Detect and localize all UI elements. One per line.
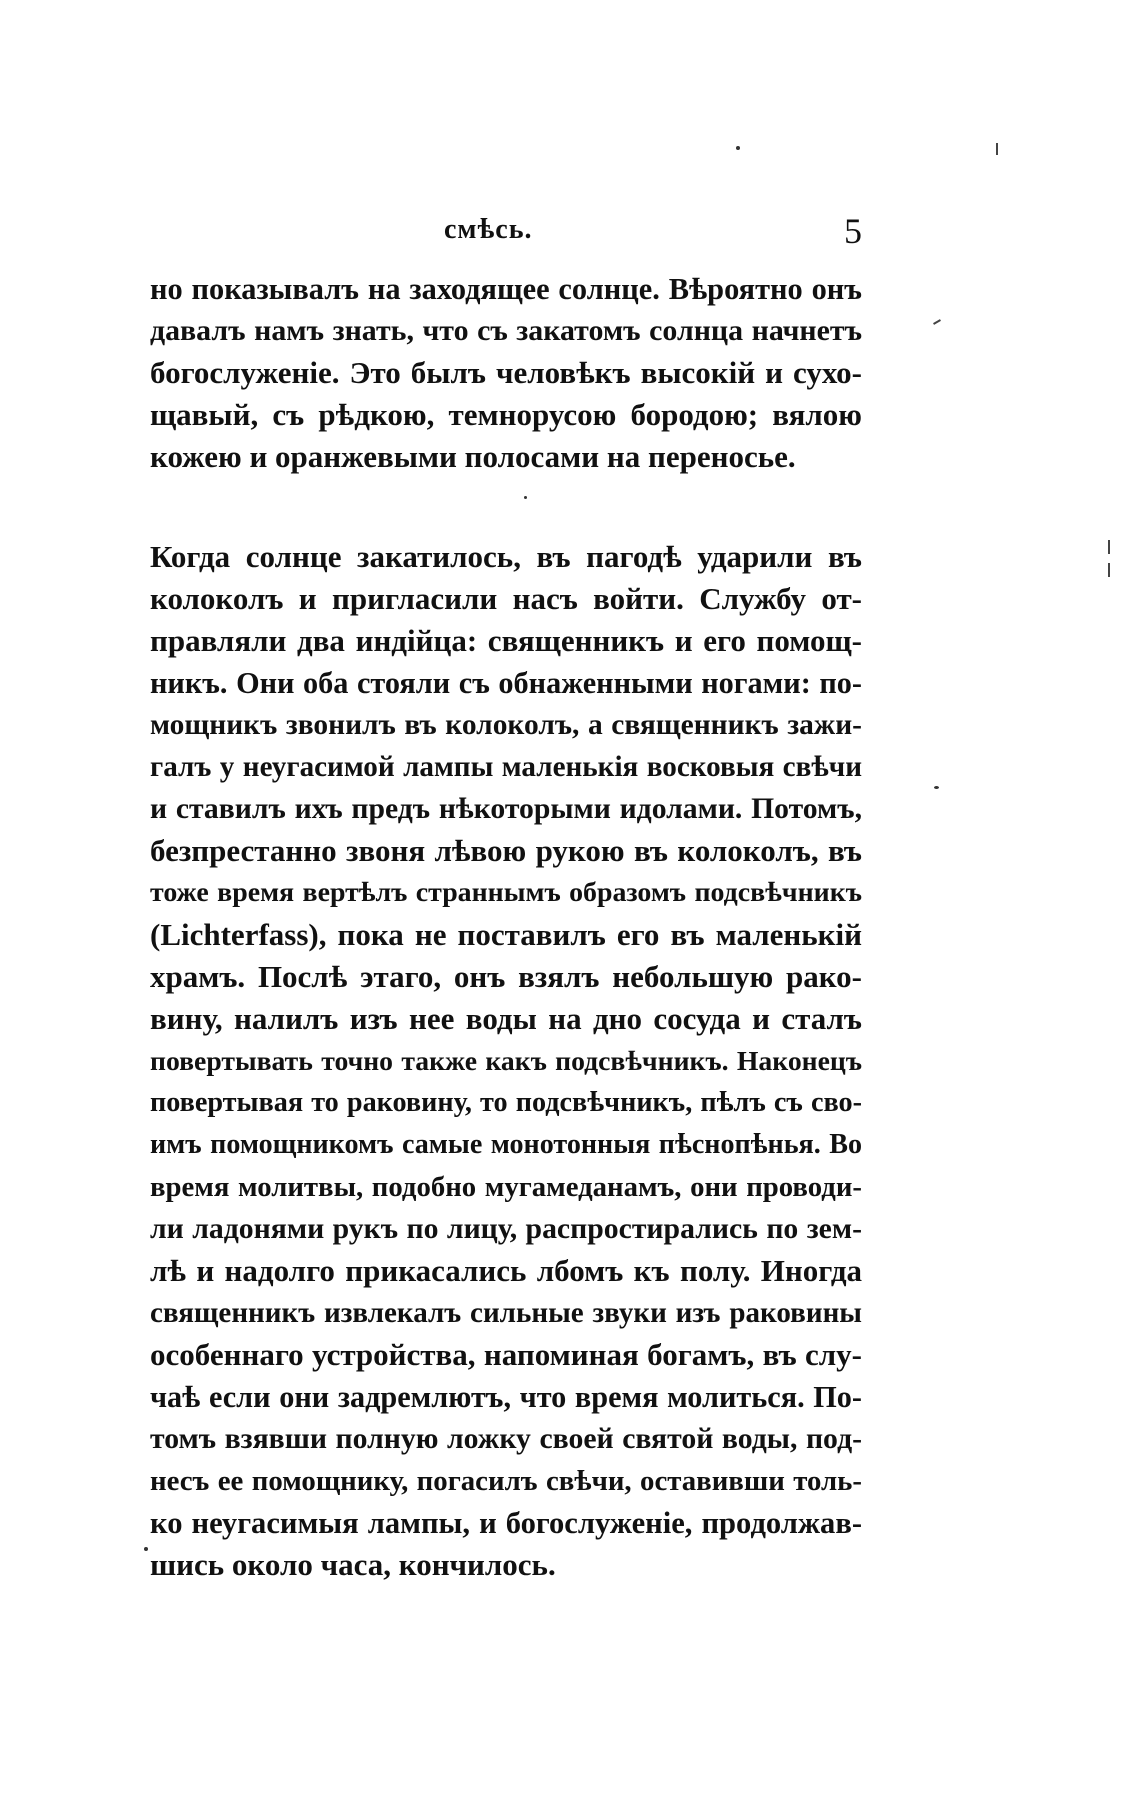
text-line: шись около часа, кончилось. — [150, 1547, 556, 1582]
scan-mark — [933, 319, 941, 325]
paragraph-gap — [150, 478, 862, 536]
running-head: смѣсь. — [444, 214, 533, 245]
scan-mark — [1108, 540, 1110, 554]
text-line: тоже время вертѣлъ страннымъ образомъ подсвѣчникъ — [150, 877, 862, 908]
paragraph-2 — [150, 536, 862, 1586]
scan-speck — [736, 146, 740, 150]
text-line: лѣ и надолго прикасались лбомъ къ полу. Иногда — [150, 1253, 862, 1288]
text-line: повертывая то раковину, то подсвѣчникъ, пѣлъ съ сво- — [150, 1087, 862, 1118]
text-line: и ставилъ ихъ предъ нѣкоторыми идолами. Потомъ, — [150, 793, 862, 825]
text-line: повертывать точно также какъ подсвѣчникъ. Наконецъ — [150, 1045, 862, 1076]
text-line: несъ ее помощнику, погасилъ свѣчи, оставивши толь- — [150, 1465, 862, 1497]
text-line: священникъ извлекалъ сильные звуки изъ раковины — [150, 1297, 862, 1329]
text-line: ли ладонями рукъ по лицу, распростирались по зем- — [150, 1213, 862, 1245]
text-line: томъ взявши полную ложку своей святой воды, под- — [150, 1423, 862, 1455]
text-line: мощникъ звонилъ въ колоколъ, а священникъ зажи- — [150, 709, 862, 741]
text-line: колоколъ и пригласили насъ войти. Службу от- — [150, 581, 862, 616]
scan-speck — [934, 786, 939, 789]
scan-speck — [144, 1547, 148, 1551]
text-line: (Lichterfass), пока не поставилъ его въ маленькій — [150, 917, 862, 952]
scan-mark — [1108, 563, 1110, 577]
text-line: щавый, съ рѣдкою, темнорусою бородою; вялою — [150, 397, 862, 432]
text-line: Когда солнце закатилось, въ пагодѣ ударили въ — [150, 539, 862, 574]
paragraph-1 — [150, 268, 862, 478]
scan-speck — [524, 496, 527, 499]
page-header — [150, 210, 862, 260]
text-line: чаѣ если они задремлютъ, что время молиться. По- — [150, 1380, 862, 1414]
text-line: вину, налилъ изъ нее воды на дно сосуда и сталъ — [150, 1001, 862, 1036]
text-line: ко неугасимыя лампы, и богослуженіе, продолжав- — [150, 1506, 862, 1540]
text-line: время молитвы, подобно мугамеданамъ, они проводи- — [150, 1171, 862, 1203]
text-line: но показывалъ на заходящее солнце. Вѣроятно онъ — [150, 272, 862, 306]
text-line: галъ у неугасимой лампы маленькія восковыя свѣчи — [150, 751, 862, 783]
text-line: особеннаго устройства, напоминая богамъ, въ слу- — [150, 1337, 862, 1372]
text-line: богослуженіе. Это былъ человѣкъ высокій и сухо- — [150, 355, 862, 390]
text-line: правляли два индійца: священникъ и его помощ- — [150, 623, 862, 658]
text-line: имъ помощникомъ самые монотонныя пѣснопѣнья. Во — [150, 1129, 862, 1160]
text-line: безпрестанно звоня лѣвою рукою въ колоколъ, въ — [150, 833, 862, 868]
body-text — [150, 268, 862, 1586]
page-number: 5 — [844, 211, 862, 251]
text-line: давалъ намъ знать, что съ закатомъ солнца начнетъ — [150, 314, 862, 347]
text-line: никъ. Они оба стояли съ обнаженными ногами: по- — [150, 666, 862, 700]
text-line: храмъ. Послѣ этаго, онъ взялъ небольшую рако- — [150, 959, 862, 994]
scan-mark — [996, 143, 998, 155]
text-line: кожею и оранжевыми полосами на переносье. — [150, 439, 796, 474]
